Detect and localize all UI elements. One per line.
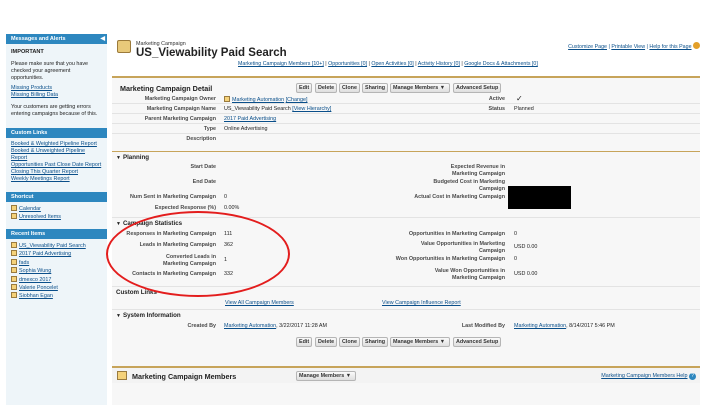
campaign-icon [11,259,17,265]
custom-links-section-title: Custom Links [116,289,157,296]
calendar-link[interactable]: Calendar [19,206,41,212]
help-link[interactable]: Help for this Page [649,44,692,50]
influence-report-link[interactable]: View Campaign Influence Report [382,300,461,306]
important-heading: IMPORTANT [11,49,44,55]
clone-button-bottom[interactable]: Clone [339,337,360,347]
message-text: Please make sure that you have checked your agreement opportunities. [11,61,89,81]
stat-value: 332 [224,271,233,277]
owner-value: Marketing Automation [Change] [224,96,308,103]
actual-cost-label: Actual Cost in Marketing Campaign [414,194,505,200]
clone-button[interactable]: Clone [339,83,360,93]
contact-icon [11,284,17,290]
members-icon [117,371,127,380]
stat-label: Won Opportunities in Marketing Campaign [395,256,505,262]
name-label: Marketing Campaign Name [146,106,216,112]
messages-header: Messages and Alerts ◀ [6,34,107,44]
stat-value: 1 [224,257,227,263]
collapse-icon[interactable]: ◀ [100,36,105,42]
planning-header[interactable]: ▼ Planning [116,154,150,161]
members-title: Marketing Campaign Members [132,372,237,381]
help-icon[interactable]: ? [689,373,696,380]
contact-icon [11,292,17,298]
parent-campaign-link[interactable]: 2017 Paid Advertising [224,116,277,122]
expected-response-value: 0.00% [224,205,240,211]
printable-view-link[interactable]: Printable View [611,44,646,50]
custom-link-item[interactable]: Weekly Meetings Report [11,176,70,182]
type-label: Type [203,126,216,132]
members-related-list [112,366,700,383]
stat-value: 0 [514,256,517,262]
start-date-label: Start Date [190,164,216,170]
campaign-icon [117,40,131,53]
top-links: Customize Page | Printable View | Help for this Page [568,42,700,50]
related-link-opportunities[interactable]: Opportunities [0] [328,61,368,67]
user-icon [224,96,230,102]
unresolved-icon [11,213,17,219]
sharing-button[interactable]: Sharing [362,83,388,93]
expected-revenue-label: Expected Revenue in Marketing Campaign [450,164,505,177]
stat-label: Leads in Marketing Campaign [139,242,216,248]
recent-items-header: Recent Items [6,229,107,239]
related-link-attachments[interactable]: Google Docs & Attachments [0] [464,61,538,67]
members-help[interactable]: Marketing Campaign Members Help ? [601,373,696,380]
sidebar [6,34,107,405]
custom-links-body [6,138,107,186]
status-value: Planned [514,106,534,112]
dropdown-arrow-icon: ▼ [439,339,446,345]
stat-label: Value Won Opportunities in Marketing Campaign [434,268,505,281]
redaction-box [508,186,571,209]
stat-value: 362 [224,242,233,248]
recent-item[interactable]: US_Viewability Paid Search [19,243,86,249]
collapse-triangle-icon: ▼ [116,155,121,161]
view-all-members-link[interactable]: View All Campaign Members [225,300,294,306]
last-modified-value: Marketing Automation, 8/14/2017 5:46 PM [514,323,615,329]
change-owner-link[interactable]: [Change] [285,97,308,103]
custom-link-item[interactable]: Booked & Weighted Pipeline Report [11,141,97,147]
collapse-triangle-icon: ▼ [116,313,121,319]
object-type: Marketing Campaign [136,41,186,47]
unresolved-items-link[interactable]: Unresolved Items [19,214,61,220]
active-check: ✓ [516,94,523,103]
stat-label: Value Opportunities in Marketing Campaign [420,241,505,254]
related-link-history[interactable]: Activity History [0] [417,61,460,67]
campaign-icon [11,250,17,256]
last-modified-label: Last Modified By [461,323,505,329]
system-header[interactable]: ▼ System Information [116,312,181,319]
dropdown-arrow-icon: ▼ [439,85,446,91]
custom-link-item[interactable]: Booked & Unweighted Pipeline Report [11,148,86,161]
message-text-2: Your customers are getting errors entering campaigns because of this. [11,104,98,117]
edit-button[interactable]: Edit [296,83,312,93]
stat-label: Responses in Marketing Campaign [126,231,216,237]
budgeted-cost-label: Budgeted Cost in Marketing Campaign [433,179,505,192]
related-list-links: Marketing Campaign Members [10+] | Opportunities [0] | Open Activities [0] | Activity History [0] | Google Docs & Attachments [0] [238,61,538,67]
stat-value: 111 [224,231,233,237]
messages-body [6,44,107,121]
shortcut-body [6,202,107,224]
stats-header[interactable]: ▼ Campaign Statistics [116,220,183,227]
calendar-icon [11,205,17,211]
advanced-setup-button[interactable]: Advanced Setup [453,83,501,93]
stat-value: USD 0.00 [514,271,538,277]
parent-label: Parent Marketing Campaign [144,116,216,122]
recent-item[interactable]: Valerie Poncelet [19,285,58,292]
active-label: Active [488,96,505,102]
expected-response-label: Expected Response (%) [154,205,216,211]
recent-item[interactable]: 2017 Paid Advertising [19,251,72,258]
created-by-label: Created By [187,323,216,329]
stat-label: Contacts in Marketing Campaign [132,271,216,277]
shortcut-header: Shortcut [6,192,107,202]
owner-label: Marketing Campaign Owner [144,96,216,102]
view-hierarchy-link[interactable]: [View Hierarchy] [292,106,332,112]
campaign-icon [11,242,17,248]
status-label: Status [488,106,505,112]
page-title: US_Viewability Paid Search [136,47,287,59]
manage-members-button-bottom[interactable]: Manage Members ▼ [390,337,450,347]
stat-value: USD 0.00 [514,244,538,250]
dropdown-arrow-icon: ▼ [345,373,352,379]
stat-label: Converted Leads in Marketing Campaign [162,254,216,267]
type-value: Online Advertising [224,126,268,132]
recent-item[interactable]: fads [19,259,30,266]
num-sent-value: 0 [224,194,227,200]
custom-link-item[interactable]: Opportunities Past Close Date Report [11,162,102,168]
custom-links-header: Custom Links [6,128,107,138]
advanced-setup-button-bottom[interactable]: Advanced Setup [453,337,501,347]
detail-title: Marketing Campaign Detail [120,84,213,93]
recent-item[interactable]: Sophia Wung [19,268,52,275]
stat-value: 0 [514,231,517,237]
manage-members-button[interactable]: Manage Members ▼ [390,83,450,93]
manage-members-list-button[interactable]: Manage Members ▼ [296,371,356,381]
recent-items-body [6,239,107,304]
end-date-label: End Date [192,179,216,185]
missing-billing-link[interactable]: Missing Billing Data [11,92,59,98]
custom-link-item[interactable]: Closing This Quarter Report [11,169,79,175]
collapse-triangle-icon: ▼ [116,221,121,227]
campaign-icon [11,276,17,282]
recent-item[interactable]: Siobhan Egan [19,293,53,300]
sharing-button-bottom[interactable]: Sharing [362,337,388,347]
delete-button-bottom[interactable]: Delete [315,337,337,347]
name-value: US_Viewability Paid Search [View Hierarchy] [224,106,332,112]
description-label: Description [186,136,216,142]
stat-label: Opportunities in Marketing Campaign [408,231,505,237]
contact-icon [11,267,17,273]
help-icon[interactable] [693,42,700,49]
created-by-value: Marketing Automation, 3/22/2017 11:28 AM [224,323,327,329]
annotation-circle [106,211,290,297]
related-link-members[interactable]: Marketing Campaign Members [10+] [238,61,324,67]
missing-products-link[interactable]: Missing Products [11,85,53,91]
edit-button-bottom[interactable]: Edit [296,337,312,347]
delete-button[interactable]: Delete [315,83,337,93]
recent-item[interactable]: dmexco 2017 [19,276,52,283]
num-sent-label: Num Sent in Marketing Campaign [130,194,216,200]
related-link-activities[interactable]: Open Activities [0] [371,61,414,67]
customize-page-link[interactable]: Customize Page [568,44,607,50]
